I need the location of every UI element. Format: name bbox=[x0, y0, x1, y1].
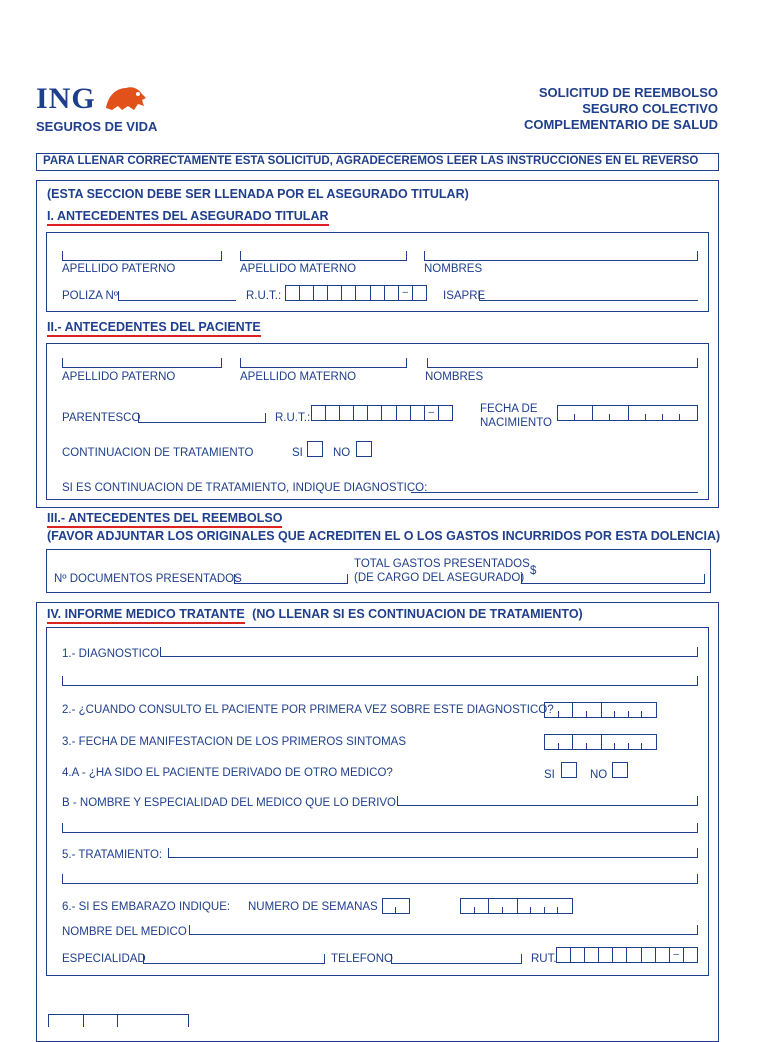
parentesco-field[interactable] bbox=[138, 413, 266, 423]
titular-apellido-materno-field[interactable] bbox=[240, 251, 407, 261]
continuacion-si-label: SI bbox=[292, 447, 303, 459]
nombre-medico-label: NOMBRE DEL MEDICO bbox=[62, 926, 187, 938]
medico-rut-label: RUT. bbox=[531, 953, 557, 965]
isapre-label: ISAPRE bbox=[443, 290, 486, 302]
q4a-si-checkbox[interactable] bbox=[561, 762, 577, 778]
q2-date-grid[interactable] bbox=[544, 702, 657, 718]
titular-nombres-label: NOMBRES bbox=[424, 263, 483, 275]
q1-label: 1.- DIAGNOSTICO bbox=[62, 648, 160, 660]
titular-nombres-field[interactable] bbox=[424, 251, 698, 261]
q5-field-line-2[interactable] bbox=[62, 874, 698, 884]
fecha-label-line-1: FECHA DE bbox=[480, 403, 538, 415]
form-title bbox=[524, 85, 718, 133]
paciente-rut-grid[interactable]: – bbox=[311, 405, 453, 421]
section-4-title: IV. INFORME MEDICO TRATANTE bbox=[47, 607, 245, 624]
logo bbox=[36, 82, 148, 116]
q1-field-line-2[interactable] bbox=[62, 676, 698, 686]
section-4-note: (NO LLENAR SI ES CONTINUACION DE TRATAMIENTO) bbox=[252, 607, 583, 621]
logo-subtitle: SEGUROS DE VIDA bbox=[36, 119, 158, 134]
poliza-label: POLIZA Nº bbox=[62, 290, 118, 302]
paciente-nombres-label: NOMBRES bbox=[425, 371, 484, 383]
paciente-apellido-materno-field[interactable] bbox=[240, 358, 407, 368]
titular-rut-grid[interactable]: – bbox=[285, 285, 427, 301]
q3-date-grid[interactable] bbox=[544, 734, 657, 750]
q4b-field-line-2[interactable] bbox=[62, 823, 698, 833]
continuacion-diagnostico-label: SI ES CONTINUACION DE TRATAMIENTO, INDIQUE DIAGNOSTICO: bbox=[62, 482, 428, 494]
instructions-text: PARA LLENAR CORRECTAMENTE ESTA SOLICITUD, AGRADECEREMOS LEER LAS INSTRUCCIONES EN EL REVERSO bbox=[43, 155, 699, 167]
q5-field[interactable] bbox=[168, 848, 698, 858]
q3-label: 3.- FECHA DE MANIFESTACION DE LOS PRIMEROS SINTOMAS bbox=[62, 736, 406, 748]
titular-apellido-paterno-field[interactable] bbox=[62, 251, 222, 261]
total-gastos-field[interactable] bbox=[521, 574, 705, 584]
continuacion-diagnostico-field[interactable] bbox=[411, 492, 698, 493]
section-1-title: I. ANTECEDENTES DEL ASEGURADO TITULAR bbox=[47, 209, 329, 226]
total-label-line-2: (DE CARGO DEL ASEGURADO) bbox=[354, 571, 525, 584]
paciente-apellido-paterno-label: APELLIDO PATERNO bbox=[62, 371, 176, 383]
q4a-no-checkbox[interactable] bbox=[612, 762, 628, 778]
fecha-label-line-2: NACIMIENTO bbox=[480, 417, 552, 429]
q4a-si-label: SI bbox=[544, 769, 555, 781]
telefono-field[interactable] bbox=[391, 954, 522, 964]
fecha-nacimiento-grid[interactable] bbox=[557, 405, 698, 421]
q4a-no-label: NO bbox=[590, 769, 608, 781]
continuacion-no-checkbox[interactable] bbox=[356, 441, 372, 457]
total-label-line-1: TOTAL GASTOS PRESENTADOS bbox=[354, 558, 530, 570]
semanas-grid[interactable] bbox=[382, 898, 410, 914]
q4b-field[interactable] bbox=[397, 796, 698, 806]
embarazo-date-grid[interactable] bbox=[460, 898, 573, 914]
semanas-label: NUMERO DE SEMANAS bbox=[248, 901, 378, 913]
title-line-2: SEGURO COLECTIVO bbox=[582, 101, 718, 116]
q5-label: 5.- TRATAMIENTO: bbox=[62, 849, 163, 861]
medico-rut-grid[interactable]: – bbox=[556, 947, 698, 963]
q1-field[interactable] bbox=[160, 647, 698, 657]
continuacion-no-label: NO bbox=[333, 447, 351, 459]
paciente-rut-label: R.U.T.: bbox=[275, 412, 311, 424]
section-3-subtitle: (FAVOR ADJUNTAR LOS ORIGINALES QUE ACREDITEN EL O LOS GASTOS INCURRIDOS POR ESTA DOLENCIA) bbox=[47, 529, 721, 543]
section-4-heading bbox=[47, 607, 583, 621]
fecha-nacimiento-label bbox=[480, 402, 552, 430]
instructions-bar bbox=[36, 153, 719, 171]
currency-symbol: $ bbox=[530, 565, 537, 577]
paciente-nombres-field[interactable] bbox=[427, 358, 698, 368]
continuacion-label: CONTINUACION DE TRATAMIENTO bbox=[62, 447, 254, 459]
nombre-medico-field[interactable] bbox=[189, 925, 698, 935]
section-3-title: III.- ANTECEDENTES DEL REEMBOLSO bbox=[47, 511, 282, 528]
lion-icon bbox=[102, 82, 148, 112]
poliza-field[interactable] bbox=[118, 291, 236, 301]
parentesco-label: PARENTESCO bbox=[62, 412, 141, 424]
logo-text: ING bbox=[36, 82, 96, 115]
paciente-apellido-materno-label: APELLIDO MATERNO bbox=[240, 371, 357, 383]
titular-apellido-materno-label: APELLIDO MATERNO bbox=[240, 263, 357, 275]
titular-rut-label: R.U.T.: bbox=[246, 290, 282, 302]
continuacion-si-checkbox[interactable] bbox=[307, 441, 323, 457]
q4a-label: 4.A - ¿HA SIDO EL PACIENTE DERIVADO DE OTRO MEDICO? bbox=[62, 767, 393, 779]
title-line-3: COMPLEMENTARIO DE SALUD bbox=[523, 117, 718, 132]
telefono-label: TELEFONO bbox=[331, 953, 393, 965]
paciente-apellido-paterno-field[interactable] bbox=[62, 358, 222, 368]
q2-label: 2.- ¿CUANDO CONSULTO EL PACIENTE POR PRIMERA VEZ SOBRE ESTE DIAGNOSTICO? bbox=[62, 704, 554, 716]
isapre-field[interactable] bbox=[479, 291, 698, 301]
section-2-title: II.- ANTECEDENTES DEL PACIENTE bbox=[47, 320, 261, 337]
section-1-note: (ESTA SECCION DEBE SER LLENADA POR EL ASEGURADO TITULAR) bbox=[47, 187, 469, 201]
title-line-1: SOLICITUD DE REEMBOLSO bbox=[538, 85, 718, 100]
titular-apellido-paterno-label: APELLIDO PATERNO bbox=[62, 263, 176, 275]
documentos-field[interactable] bbox=[234, 574, 348, 584]
q6-label: 6.- SI ES EMBARAZO INDIQUE: bbox=[62, 901, 231, 913]
especialidad-label: ESPECIALIDAD bbox=[62, 953, 146, 965]
especialidad-field[interactable] bbox=[143, 954, 325, 964]
documentos-label: Nº DOCUMENTOS PRESENTADOS bbox=[54, 573, 242, 585]
bottom-partial-grid bbox=[48, 1014, 189, 1027]
q4b-label: B - NOMBRE Y ESPECIALIDAD DEL MEDICO QUE LO DERIVO: bbox=[62, 797, 400, 809]
total-gastos-label bbox=[354, 558, 530, 585]
